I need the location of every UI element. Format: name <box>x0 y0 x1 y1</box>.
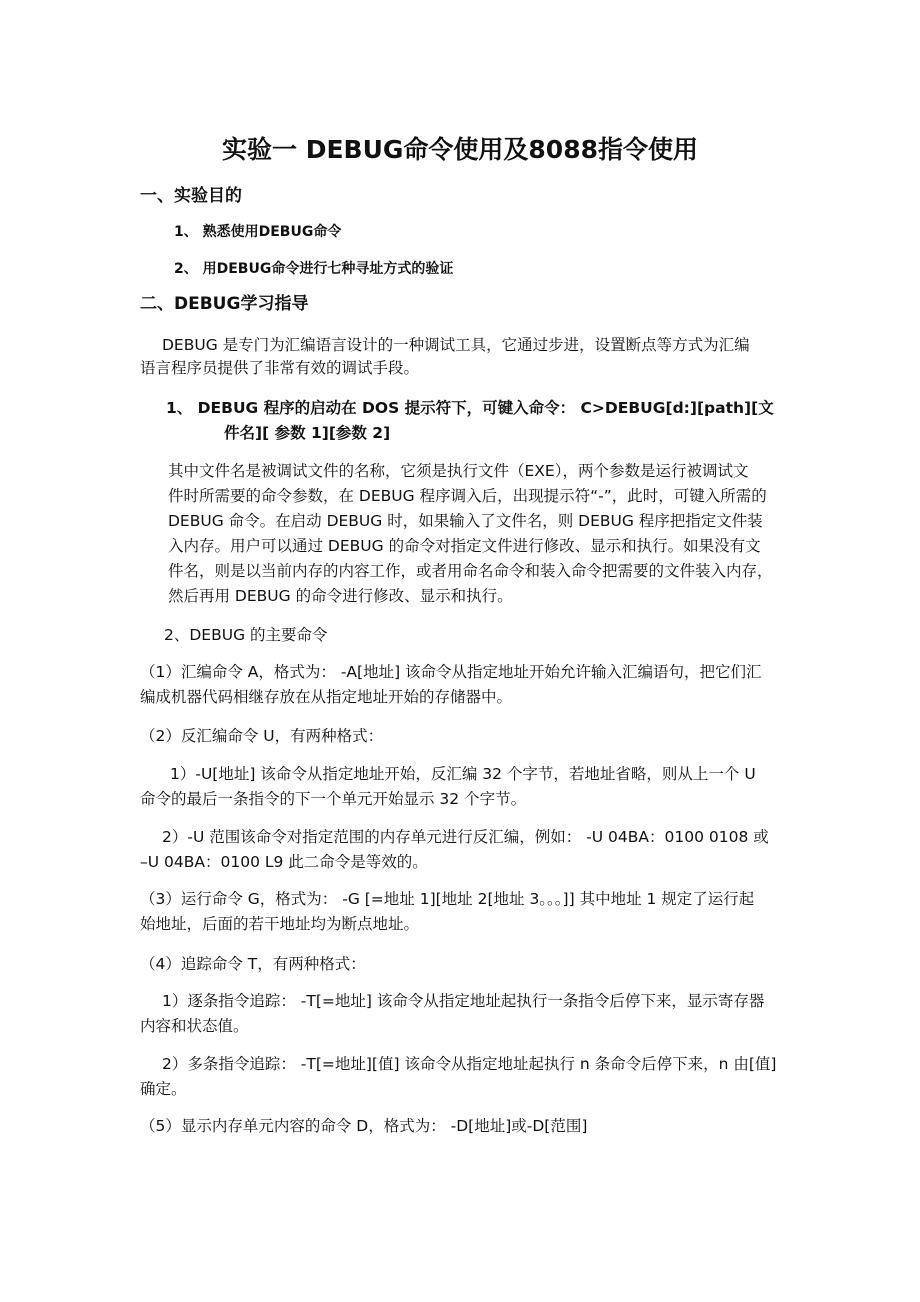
command-u-heading: （2）反汇编命令 U，有两种格式： <box>140 727 384 745</box>
item1-line: 件名][ 参数 1][参数 2] <box>224 424 391 442</box>
item1-line: 1、 DEBUG 程序的启动在 DOS 提示符下，可键入命令： C>DEBUG[d:][path][文 <box>166 399 774 417</box>
command-a-line: （1）汇编命令 A，格式为： -A[地址] 该命令从指定地址开始允许输入汇编语句，把它们汇 <box>140 663 762 681</box>
paragraph-line: 其中文件名是被调试文件的名称，它须是执行文件（EXE），两个参数是运行被调试文 <box>168 462 749 480</box>
command-d-line: （5）显示内存单元内容的命令 D，格式为： -D[地址]或-D[范围] <box>140 1117 588 1135</box>
command-t1-line: 1）逐条指令追踪： -T[=地址] 该命令从指定地址起执行一条指令后停下来，显示寄存器 <box>162 992 765 1010</box>
command-t1-line: 内容和状态值。 <box>140 1017 249 1035</box>
command-a-line: 编成机器代码相继存放在从指定地址开始的存储器中。 <box>140 688 513 706</box>
paragraph-line: 件名，则是以当前内存的内容工作，或者用命名命令和装入命令把需要的文件装入内存， <box>168 562 773 580</box>
command-t-heading: （4）追踪命令 T，有两种格式： <box>140 955 366 973</box>
command-u1-line: 命令的最后一条指令的下一个单元开始显示 32 个字节。 <box>140 790 527 808</box>
paragraph-line: 然后再用 DEBUG 的命令进行修改、显示和执行。 <box>168 587 513 605</box>
command-g-line: 始地址，后面的若干地址均为断点地址。 <box>140 915 420 933</box>
paragraph-line: 件时所需要的命令参数，在 DEBUG 程序调入后，出现提示符“-”，此时，可键入所需的 <box>168 487 767 505</box>
command-t2-line: 2）多条指令追踪： -T[=地址][值] 该命令从指定地址起执行 n 条命令后停下来，n 由[值] <box>162 1055 777 1073</box>
section-heading-guide: 二、DEBUG学习指导 <box>140 294 309 314</box>
paragraph-line: DEBUG 命令。在启动 DEBUG 时，如果输入了文件名，则 DEBUG 程序把指定文件装 <box>168 512 763 530</box>
command-g-line: （3）运行命令 G，格式为： -G [=地址 1][地址 2[地址 3。。。]] 其中地址 1 规定了运行起 <box>140 890 755 908</box>
section-heading-purpose: 一、实验目的 <box>140 186 242 206</box>
command-t2-line: 确定。 <box>140 1080 187 1098</box>
page-title: 实验一 DEBUG命令使用及8088指令使用 <box>222 135 698 164</box>
purpose-item-2: 2、 用DEBUG命令进行七种寻址方式的验证 <box>174 261 454 277</box>
command-u2-line: –U 04BA：0100 L9 此二命令是等效的。 <box>140 853 428 871</box>
paragraph-line: 入内存。用户可以通过 DEBUG 的命令对指定文件进行修改、显示和执行。如果没有文 <box>168 537 761 555</box>
item2-heading: 2、DEBUG 的主要命令 <box>164 626 328 644</box>
intro-line: 语言程序员提供了非常有效的调试手段。 <box>140 359 420 377</box>
command-u2-line: 2）-U 范围该命令对指定范围的内存单元进行反汇编，例如： -U 04BA：0100 0108 或 <box>162 828 769 846</box>
purpose-item-1: 1、 熟悉使用DEBUG命令 <box>174 224 342 240</box>
command-u1-line: 1）-U[地址] 该命令从指定地址开始，反汇编 32 个字节，若地址省略，则从上一个 U <box>170 765 756 783</box>
intro-line: DEBUG 是专门为汇编语言设计的一种调试工具，它通过步进，设置断点等方式为汇编 <box>162 336 750 354</box>
